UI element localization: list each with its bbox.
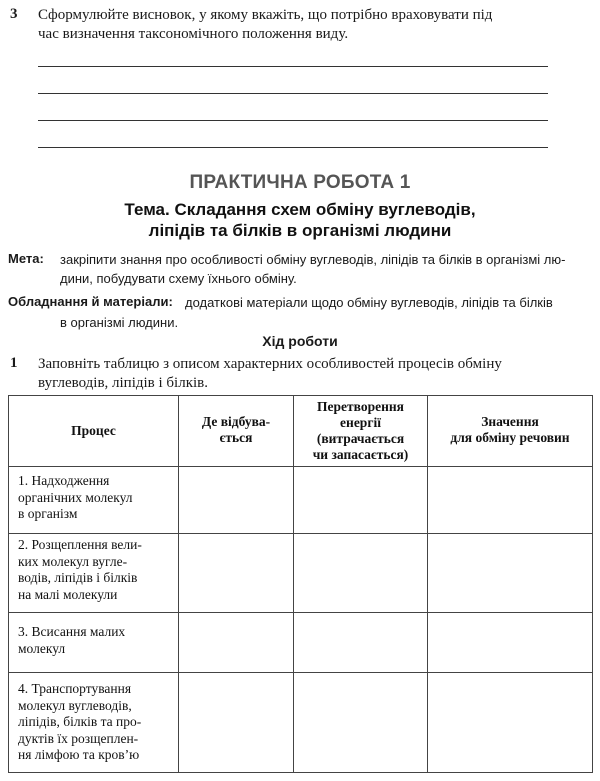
process-line: ліпідів, білків та про-: [18, 714, 142, 729]
header-line: (витрачається: [316, 431, 405, 446]
header-location: [179, 396, 294, 467]
task-text-line: Заповніть таблицю з описом характерних особливостей процесів обміну: [38, 356, 502, 372]
table-header-row: [9, 396, 593, 467]
equipment-label: Обладнання й матеріали:: [8, 294, 173, 309]
answer-cell[interactable]: [179, 613, 294, 673]
answer-cell[interactable]: [294, 673, 428, 773]
process-line: на малі молекули: [18, 586, 118, 602]
header-line: чи запасається): [312, 447, 409, 462]
process-cell: [9, 467, 179, 534]
answer-cell[interactable]: [428, 673, 593, 773]
header-significance: [428, 396, 593, 467]
process-line: молекул вуглеводів,: [18, 697, 132, 713]
header-energy: [294, 396, 428, 467]
procedure-heading: Хід роботи: [262, 333, 338, 349]
answer-cell[interactable]: [294, 613, 428, 673]
process-line: водів, ліпідів і білків: [18, 570, 138, 585]
question-text-line: час визначення таксономічного положення виду.: [38, 26, 349, 42]
header-line: енергії: [340, 415, 381, 430]
topic-line: ліпідів та білків в організмі людини: [148, 221, 452, 240]
header-line: Процес: [71, 423, 116, 438]
answer-line[interactable]: [38, 93, 548, 94]
task-text: [38, 355, 598, 393]
equipment-text: додаткові матеріали щодо обміну вуглеводів, ліпідів та білків: [185, 295, 553, 310]
process-line: ня лімфою та кров’ю: [18, 747, 140, 762]
goal-label: Мета:: [8, 251, 44, 266]
answer-cell[interactable]: [428, 613, 593, 673]
process-line: ких молекул вугле-: [18, 553, 128, 569]
answer-cell[interactable]: [294, 534, 428, 613]
task-number: 1: [10, 355, 18, 371]
process-cell: [9, 534, 179, 613]
header-line: Значення: [481, 414, 539, 429]
answer-cell[interactable]: [179, 467, 294, 534]
answer-cell[interactable]: [179, 534, 294, 613]
answer-line[interactable]: [38, 66, 548, 67]
header-process: [9, 396, 179, 467]
question-text-line: Сформулюйте висновок, у якому вкажіть, що потрібно враховувати під: [38, 7, 493, 23]
process-line: 1. Надходження: [18, 473, 110, 488]
table-row: [9, 534, 593, 613]
question-number: 3: [10, 6, 18, 22]
process-line: дуктів їх розщеплен-: [18, 730, 139, 746]
practical-title: ПРАКТИЧНА РОБОТА 1: [189, 172, 411, 193]
table-row: [9, 613, 593, 673]
process-line: 2. Розщеплення вели-: [18, 537, 142, 552]
answer-line[interactable]: [38, 120, 548, 121]
header-line: ється: [219, 430, 253, 445]
process-line: органічних молекул: [18, 489, 133, 505]
answer-cell[interactable]: [179, 673, 294, 773]
process-table: [8, 395, 593, 773]
table-row: [9, 467, 593, 534]
answer-cell[interactable]: [294, 467, 428, 534]
topic-line: Тема. Складання схем обміну вуглеводів,: [124, 200, 476, 219]
header-line: для обміну речовин: [450, 430, 570, 445]
task-text-line: вуглеводів, ліпідів і білків.: [38, 375, 209, 391]
answer-cell[interactable]: [428, 534, 593, 613]
process-line: 3. Всисання малих: [18, 624, 126, 639]
answer-cell[interactable]: [428, 467, 593, 534]
process-line: 4. Транспортування: [18, 681, 132, 696]
goal-text: [60, 250, 600, 288]
question-text: [38, 6, 558, 44]
goal-line: дини, побудувати схему їхнього обміну.: [60, 271, 297, 286]
table-row: [9, 673, 593, 773]
equipment-text-cont: в організмі людини.: [60, 315, 179, 330]
header-line: Де відбува-: [201, 414, 271, 429]
header-line: Перетворення: [317, 399, 404, 414]
process-line: в організм: [18, 506, 78, 521]
answer-line[interactable]: [38, 147, 548, 148]
goal-line: закріпити знання про особливості обміну вуглеводів, ліпідів та білків в організмі лю-: [60, 252, 566, 267]
process-cell: [9, 613, 179, 673]
process-cell: [9, 673, 179, 773]
practical-topic: [0, 199, 600, 241]
process-line: молекул: [18, 640, 66, 656]
